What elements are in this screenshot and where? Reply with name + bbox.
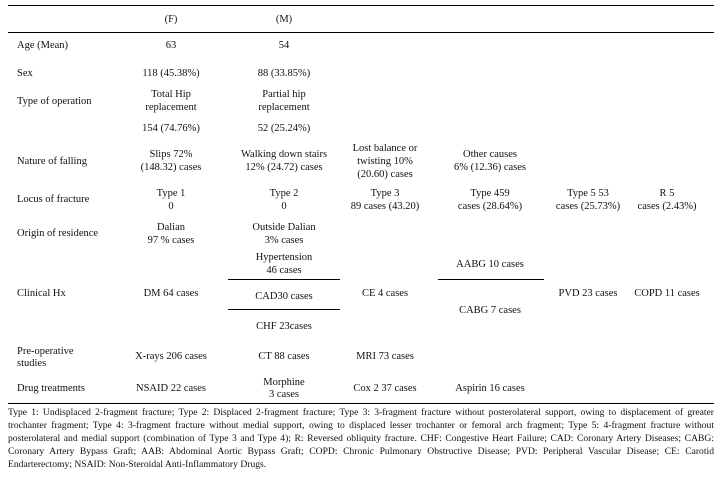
locus-type4-l2: cases (28.64%): [457, 201, 523, 212]
age-female: 63: [165, 40, 177, 51]
falling-other-l2: 6% (12.36) cases: [453, 162, 527, 173]
row-label-residence: Origin of residence: [17, 228, 99, 239]
aabg-divider: [438, 279, 544, 280]
sex-female: 118 (45.38%): [142, 68, 200, 79]
row-label-preop-l1: Pre-operative: [17, 346, 74, 357]
falling-other-l1: Other causes: [463, 149, 517, 160]
locus-r-l2: cases (2.43%): [637, 201, 697, 212]
clinical-aabg: AABG 10 cases: [456, 259, 524, 270]
residence-outside-l2: 3% cases: [264, 235, 304, 246]
drugs-cox2: Cox 2 37 cases: [353, 383, 417, 394]
drugs-nsaid: NSAID 22 cases: [136, 383, 206, 394]
falling-balance-l2: twisting 10%: [357, 156, 413, 167]
falling-balance-l3: (20.60) cases: [357, 169, 413, 180]
falling-slips-l1: Slips 72%: [149, 149, 193, 160]
falling-stairs-l2: 12% (24.72) cases: [245, 162, 323, 173]
clinical-copd: COPD 11 cases: [634, 288, 700, 299]
operation-male-count: 52 (25.24%): [257, 123, 311, 134]
row-label-locus: Locus of fracture: [17, 194, 90, 205]
age-male: 54: [278, 40, 290, 51]
falling-balance-l1: Lost balance or: [352, 143, 418, 154]
row-label-clinical: Clinical Hx: [17, 288, 66, 299]
operation-female-l1: Total Hip: [151, 89, 191, 100]
locus-type4-l1: Type 459: [470, 188, 510, 199]
preop-ct: CT 88 cases: [258, 351, 310, 362]
drugs-aspirin: Aspirin 16 cases: [455, 383, 525, 394]
locus-type5-l2: cases (25.73%): [555, 201, 621, 212]
locus-type1-l2: 0: [168, 201, 174, 212]
falling-slips-l2: (148.32) cases: [140, 162, 202, 173]
locus-type2-l2: 0: [281, 201, 287, 212]
table-footnote: Type 1: Undisplaced 2-fragment fracture; Type 2: Displaced 2-fragment fracture; Type 3: 3-fragment fracture without posterolateral support, owing to displacement of greater trochanter fragment; Type 4: 3-fragment fracture without medial support, owing to displaced lesser trochanter or femoral arch fragment; Type 5: 4-fragment fracture without posterolateral and medial support (combination of Type 3 and Type 4); R: Reversed obliquity fracture. CHF: Congestive Heart Failure; CAD: Coronary Artery Diseases; CABG: Coronary Artery Bypass Graft; AAB: Abdominal Aortic Bypass Graft; COPD: Chronic Pulmonary Obstructive Disease; PVD: Peripheral Vascular Disease; CE: Carotid Endarterectomy; NSAID: Non-Steroidal Anti-Inflammatory Drugs.: [8, 407, 714, 470]
row-label-preop-l2: studies: [17, 358, 47, 369]
clinical-ce: CE 4 cases: [361, 288, 409, 299]
clinical-dm: DM 64 cases: [143, 288, 199, 299]
operation-male-l1: Partial hip: [262, 89, 306, 100]
row-label-age: Age (Mean): [17, 40, 69, 51]
table-top-rule: [8, 5, 714, 6]
drugs-morphine-l2: 3 cases: [268, 389, 300, 400]
row-label-falling: Nature of falling: [17, 156, 87, 167]
operation-female-l2: replacement: [145, 102, 197, 113]
locus-type5-l1: Type 5 53: [567, 188, 609, 199]
row-label-drugs: Drug treatments: [17, 383, 85, 394]
locus-type1-l1: Type 1: [156, 188, 186, 199]
locus-r-l1: R 5: [659, 188, 675, 199]
sex-male: 88 (33.85%): [257, 68, 311, 79]
falling-stairs-l1: Walking down stairs: [240, 149, 328, 160]
residence-dalian-l2: 97 % cases: [147, 235, 195, 246]
operation-male-l2: replacement: [258, 102, 310, 113]
locus-type3-l2: 89 cases (43.20): [350, 201, 420, 212]
clinical-cad: CAD30 cases: [255, 291, 313, 302]
clinical-hypertension-l1: Hypertension: [255, 252, 313, 263]
header-bottom-rule: [8, 32, 714, 33]
table-bottom-rule: [8, 403, 714, 404]
locus-type3-l1: Type 3: [370, 188, 400, 199]
clinical-hypertension-l2: 46 cases: [266, 265, 302, 276]
preop-mri: MRI 73 cases: [356, 351, 414, 362]
clinical-cabg: CABG 7 cases: [459, 305, 521, 316]
drugs-morphine-l1: Morphine: [263, 377, 305, 388]
row-label-operation: Type of operation: [17, 96, 92, 107]
header-male: (M): [275, 14, 293, 25]
hypertension-divider: [228, 279, 340, 280]
cad-divider: [228, 309, 340, 310]
operation-female-count: 154 (74.76%): [142, 123, 200, 134]
header-female: (F): [164, 14, 178, 25]
clinical-chf: CHF 23cases: [256, 321, 312, 332]
clinical-pvd: PVD 23 cases: [558, 288, 618, 299]
locus-type2-l1: Type 2: [269, 188, 299, 199]
residence-dalian-l1: Dalian: [157, 222, 185, 233]
residence-outside-l1: Outside Dalian: [252, 222, 316, 233]
preop-xrays: X-rays 206 cases: [135, 351, 207, 362]
row-label-sex: Sex: [17, 68, 33, 79]
